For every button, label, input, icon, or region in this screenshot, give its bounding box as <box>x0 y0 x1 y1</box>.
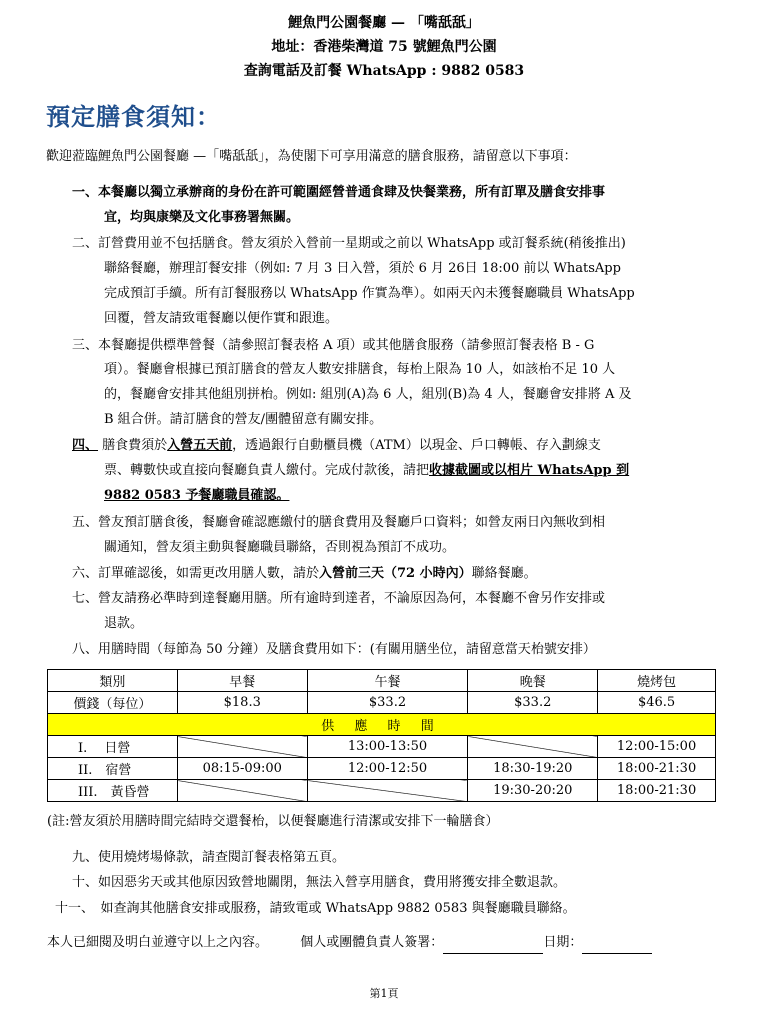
item-2-line-2: 聯絡餐廳，辦理訂餐安排（例如: 7 月 3 日入營，須於 6 月 26日 18:00 前以 WhatsApp <box>104 261 621 276</box>
item-3-line-4: B 組合併。請訂膳食的營友/團體留意有關安排。 <box>104 412 383 427</box>
item-4-number: 四、 <box>72 438 99 453</box>
row-label-residential-camp: II. 宿營 <box>48 758 178 780</box>
item-3-line-3: 的，餐廳會安排其他組別拼枱。例如: 組別(A)為 6 人，組別(B)為 4 人，餐廳會安排將 A 及 <box>104 387 632 402</box>
table-header-row <box>48 670 716 692</box>
table-cell: 18:00-21:30 <box>598 780 716 802</box>
item-11: 十一、 如查詢其他膳食安排或服務，請致電或 WhatsApp 9882 0583 與餐廳職員聯絡。 <box>55 901 576 916</box>
intro-text: 歡迎蒞臨鯉魚門公園餐廳 —「嘴舐舐」，為使閣下可享用滿意的膳食服務，請留意以下事項： <box>46 149 577 164</box>
cell-not-available <box>177 780 307 802</box>
item-4-receipt-note: 收據截圖或以相片 WhatsApp 到 <box>429 463 630 478</box>
header-breakfast: 早餐 <box>177 670 307 692</box>
row-label-day-camp: I. 日營 <box>48 736 178 758</box>
date-line[interactable] <box>582 939 652 954</box>
restaurant-name: 鯉魚門公園餐廳 — 「嘴舐舐」 <box>288 15 480 31</box>
item-2-line-3: 完成預訂手續。所有訂餐服務以 WhatsApp 作實為準）。如兩天內未獲餐廳職員 WhatsApp <box>104 286 635 301</box>
item-10: 十、如因惡劣天或其他原因致營地關閉，無法入營享用膳食，費用將獲安排全數退款。 <box>72 875 567 890</box>
item-8: 八、用膳時間（每節為 50 分鐘）及膳食費用如下：(有關用膳坐位，請留意當天枱號安排） <box>72 642 596 657</box>
item-5-line-1: 五、營友預訂膳食後，餐廳會確認應繳付的膳食費用及餐廳戶口資料；如營友兩日內無收到相 <box>72 515 606 530</box>
item-4-text-b: ，透過銀行自動櫃員機（ATM）以現金、戶口轉帳、存入劃線支 <box>232 438 601 453</box>
table-cell: 13:00-13:50 <box>307 736 468 758</box>
cell-not-available <box>468 736 598 758</box>
table-cell: 12:00-12:50 <box>307 758 468 780</box>
page-number: 第1頁 <box>369 987 399 1000</box>
signature-label: 個人或團體負責人簽署： <box>300 935 444 950</box>
item-4-text-a: 膳食費須於 <box>98 438 168 453</box>
item-4-line-2 <box>104 460 629 482</box>
item-7-line-2: 退款。 <box>104 616 144 631</box>
table-row-evening-camp <box>48 780 716 802</box>
item-6-text-b: 聯絡餐廳。 <box>471 566 537 581</box>
item-4-text-c: 票、轉數快或直接向餐廳負責人繳付。完成付款後，請把 <box>104 463 430 478</box>
table-section-row <box>48 714 716 736</box>
item-9: 九、使用燒烤場條款，請查閱訂餐表格第五頁。 <box>72 850 346 865</box>
meal-schedule-table <box>47 669 716 802</box>
header-dinner: 晚餐 <box>468 670 598 692</box>
row-label-evening-camp: III. 黃昏營 <box>48 780 178 802</box>
price-lunch: $33.2 <box>307 692 468 714</box>
price-breakfast: $18.3 <box>177 692 307 714</box>
table-row-price <box>48 692 716 714</box>
item-6-deadline: 入營前三天（72 小時內） <box>319 566 472 581</box>
item-3-line-1: 三、本餐廳提供標準營餐（請參照訂餐表格 A 項）或其他膳食服務（請參照訂餐表格 B - G <box>72 338 595 353</box>
date-label: 日期： <box>543 935 583 950</box>
header-bbq: 燒烤包 <box>598 670 716 692</box>
cell-not-available <box>177 736 307 758</box>
signature-section <box>47 932 652 954</box>
restaurant-contact: 查詢電話及訂餐 WhatsApp : 9882 0583 <box>243 63 525 79</box>
table-note: (註:營友須於用膳時間完結時交還餐枱，以便餐廳進行清潔或安排下一輪膳食） <box>47 814 499 829</box>
item-5-line-2: 關通知，營友須主動與餐廳職員聯絡，否則視為預訂不成功。 <box>104 540 456 555</box>
table-cell: 18:30-19:20 <box>468 758 598 780</box>
price-dinner: $33.2 <box>468 692 598 714</box>
item-6-text-a: 六、訂單確認後，如需更改用膳人數，請於 <box>72 566 320 581</box>
table-cell: 19:30-20:20 <box>468 780 598 802</box>
header-lunch: 午餐 <box>307 670 468 692</box>
header-category: 類別 <box>48 670 178 692</box>
price-bbq: $46.5 <box>598 692 716 714</box>
item-4-line-1 <box>72 435 601 457</box>
item-3-line-2: 項）。餐廳會根據已預訂膳食的營友人數安排膳食，每枱上限為 10 人，如該枱不足 10 人 <box>104 362 616 377</box>
cell-not-available <box>307 780 468 802</box>
restaurant-address: 地址：香港柴灣道 75 號鯉魚門公園 <box>271 39 497 55</box>
item-2-line-4: 回覆，營友請致電餐廳以便作實和跟進。 <box>104 311 339 326</box>
item-1-line-1: 一、本餐廳以獨立承辦商的身份在許可範圍經營普通食肆及快餐業務，所有訂單及膳食安排事 <box>72 185 606 200</box>
table-row-residential-camp <box>48 758 716 780</box>
table-row-day-camp <box>48 736 716 758</box>
item-6 <box>72 563 537 585</box>
table-cell: 08:15-09:00 <box>177 758 307 780</box>
table-cell: 12:00-15:00 <box>598 736 716 758</box>
acknowledgement-text: 本人已細閱及明白並遵守以上之內容。 <box>47 935 269 950</box>
signature-line[interactable] <box>443 939 543 954</box>
price-label: 價錢（每位） <box>48 692 178 714</box>
item-2-line-1: 二、訂營費用並不包括膳食。營友須於入營前一星期或之前以 WhatsApp 或訂餐系統(稍後推出) <box>72 236 626 251</box>
supply-time-heading: 供 應 時 間 <box>48 714 716 736</box>
item-4-line-3: 9882 0583 予餐廳職員確認。 <box>104 488 290 503</box>
item-4-deadline: 入營五天前 <box>167 438 233 453</box>
item-1-line-2: 宜，均與康樂及文化事務署無關。 <box>104 210 300 225</box>
table-cell: 18:00-21:30 <box>598 758 716 780</box>
page-title: 預定膳食須知： <box>46 103 221 131</box>
item-7-line-1: 七、營友請務必準時到達餐廳用膳。所有逾時到達者，不論原因為何，本餐廳不會另作安排或 <box>72 591 606 606</box>
